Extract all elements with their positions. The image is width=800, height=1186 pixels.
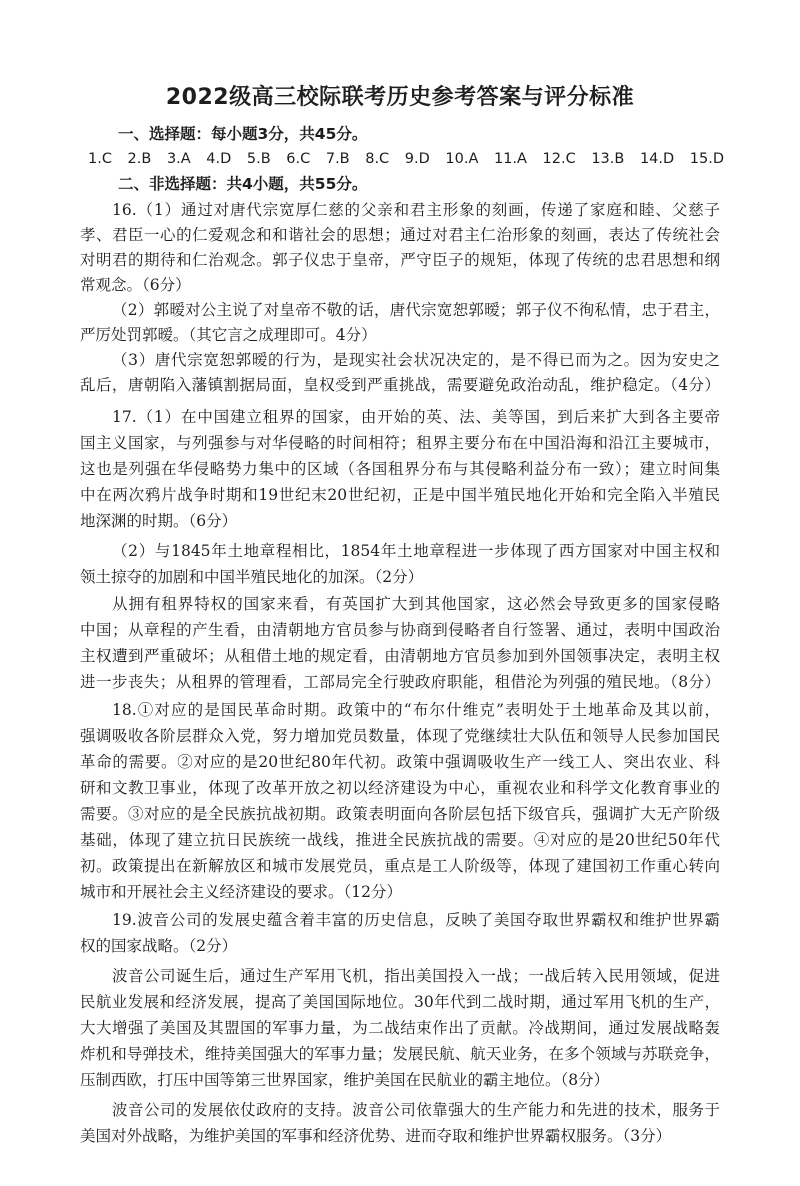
q17-line-1: 17.（1）在中国建立租界的国家，由开始的英、法、美等国，到后来扩大到各主要帝 xyxy=(112,408,720,426)
q17-3-line-3: 主权遭到严重破坏；从租借土地的规定看，由清朝地方官员参加到外国领事决定，表明主权 xyxy=(80,647,720,665)
q18-line-1: 18.①对应的是国民革命时期。政策中的“布尔什维克”表明处于土地革命及其以前， xyxy=(112,701,720,719)
section-heading-choice: 一、选择题：每小题3分，共45分。 xyxy=(118,125,368,143)
q19-2-line-3: 大大增强了美国及其盟国的军事力量，为二战结束作出了贡献。冷战期间，通过发展战略轰 xyxy=(80,1019,720,1037)
q17-2-line-1: （2）与1845年土地章程相比，1854年土地章程进一步体现了西方国家对中国主权和 xyxy=(112,542,720,560)
section-heading-nonchoice: 二、非选择题：共4小题，共55分。 xyxy=(118,175,368,193)
q17-line-5: 地深渊的时期。（6分） xyxy=(80,512,238,530)
q19-line-1: 19.波音公司的发展史蕴含着丰富的历史信息，反映了美国夺取世界霸权和维护世界霸 xyxy=(112,911,720,929)
q17-3-line-2: 中国；从章程的产生看，由清朝地方官员参与协商到侵略者自行签署、通过，表明中国政治 xyxy=(80,621,720,639)
q19-3-line-1: 波音公司的发展依仗政府的支持。波音公司依靠强大的生产能力和先进的技术，服务于 xyxy=(112,1101,720,1119)
q17-line-4: 中在两次鸦片战争时期和19世纪末20世纪初，正是中国半殖民地化开始和完全陷入半殖民 xyxy=(80,486,720,504)
page-title: 2022级高三校际联考历史参考答案与评分标准 xyxy=(165,85,635,110)
q19-line-2: 权的国家战略。（2分） xyxy=(80,937,238,955)
q18-line-4: 研和文教卫事业，体现了改革开放之初以经济建设为中心，重视农业和科学文化教育事业的 xyxy=(80,779,720,797)
q18-line-5: 需要。③对应的是全民族抗战初期。政策表明面向各阶层包括下级官兵，强调扩大无产阶级 xyxy=(80,805,720,823)
q18-line-3: 革命的需要。②对应的是20世纪80年代初。政策中强调吸收生产一线工人、突出农业、科 xyxy=(80,753,720,771)
choice-answers: 1.C 2.B 3.A 4.D 5.B 6.C 7.B 8.C 9.D 10.A 11.A 12.C 13.B 14.D 15.D xyxy=(88,151,724,167)
q16-line-3: 对明君的期待和仁治观念。郭子仪忠于皇帝，严守臣子的规矩，体现了传统的忠君思想和纲 xyxy=(80,251,720,269)
q17-3-line-1: 从拥有租界特权的国家来看，有英国扩大到其他国家，这必然会导致更多的国家侵略 xyxy=(112,595,720,613)
q19-2-line-4: 炸机和导弹技术，维持美国强大的军事力量；发展民航、航天业务，在多个领域与苏联竞争， xyxy=(80,1045,720,1063)
q17-3-line-4: 进一步丧失；从租界的管理看，工部局完全行驶政府职能，租借沦为列强的殖民地。（8分） xyxy=(80,673,720,691)
q16-3-line-2: 乱后，唐朝陷入藩镇割据局面，皇权受到严重挑战，需要避免政治动乱，维护稳定。（4分） xyxy=(80,376,720,394)
q16-2-line-1: （2）郭暧对公主说了对皇帝不敬的话，唐代宗宽恕郭暧；郭子仪不徇私情，忠于君主， xyxy=(112,301,720,319)
q16-3-line-1: （3）唐代宗宽恕郭暧的行为，是现实社会状况决定的，是不得已而为之。因为安史之 xyxy=(112,351,720,369)
q18-line-2: 强调吸收各阶层群众入党，努力增加党员数量，体现了党继续壮大队伍和领导人民参加国民 xyxy=(80,727,720,745)
q18-line-7: 初。政策提出在新解放区和城市发展党员，重点是工人阶级等，体现了建国初工作重心转向 xyxy=(80,857,720,875)
q19-2-line-5: 压制西欧，打压中国等第三世界国家，维护美国在民航业的霸主地位。（8分） xyxy=(80,1071,610,1089)
q19-2-line-1: 波音公司诞生后，通过生产军用飞机，指出美国投入一战；一战后转入民用领域，促进 xyxy=(112,967,720,985)
q17-2-line-2: 领土掠夺的加剧和中国半殖民地化的加深。（2分） xyxy=(80,568,424,586)
q17-line-3: 这也是列强在华侵略势力集中的区域（各国租界分布与其侵略利益分布一致）；建立时间集 xyxy=(80,460,720,478)
q17-line-2: 国主义国家，与列强参与对华侵略的时间相符；租界主要分布在中国沿海和沿江主要城市， xyxy=(80,434,720,452)
q19-3-line-2: 美国对外战略，为维护美国的军事和经济优势、进而夺取和维护世界霸权服务。（3分） xyxy=(80,1127,672,1145)
q16-line-1: 16.（1）通过对唐代宗宽厚仁慈的父亲和君主形象的刻画，传递了家庭和睦、父慈子 xyxy=(112,201,720,219)
q16-line-2: 孝、君臣一心的仁爱观念和和谐社会的思想；通过对君主仁治形象的刻画，表达了传统社会 xyxy=(80,226,720,244)
q18-line-6: 基础，体现了建立抗日民族统一战线，推进全民族抗战的需要。④对应的是20世纪50年代 xyxy=(80,831,720,849)
q16-2-line-2: 严厉处罚郭暧。（其它言之成理即可。4分） xyxy=(80,326,377,344)
q18-line-8: 城市和开展社会主义经济建设的要求。（12分） xyxy=(80,883,402,901)
q16-line-4: 常观念。（6分） xyxy=(80,276,191,294)
q19-2-line-2: 民航业发展和经济发展，提高了美国国际地位。30年代到二战时期，通过军用飞机的生产， xyxy=(80,993,720,1011)
